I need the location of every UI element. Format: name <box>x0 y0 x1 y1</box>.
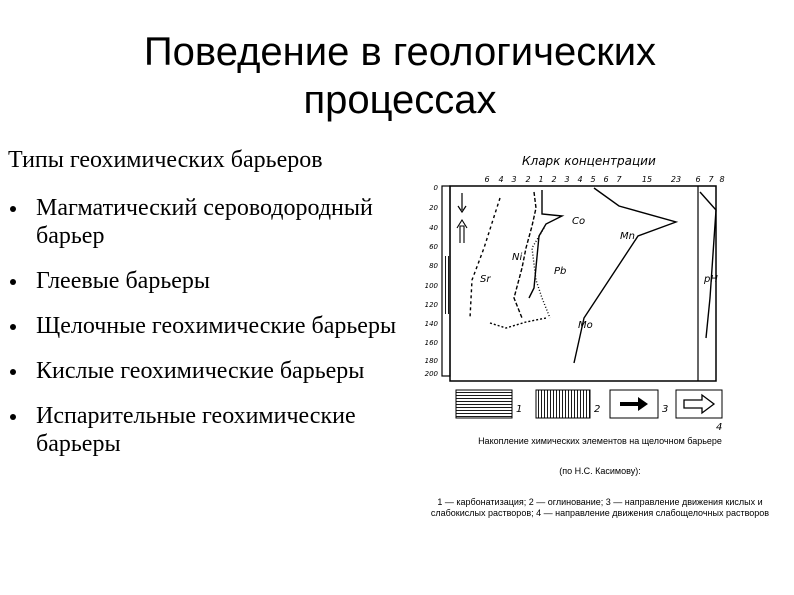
tick-label: 3 <box>564 175 570 184</box>
tick-label: 8 <box>719 175 725 184</box>
barrier-list <box>8 194 413 458</box>
diagram-header: Кларк концентрации <box>522 154 656 168</box>
pb-label: Pb <box>554 266 567 277</box>
legend-number: 1 <box>516 404 523 415</box>
depth-label: 140 <box>424 320 438 328</box>
tick-label: 23 <box>670 175 682 184</box>
ph-curve <box>700 192 716 338</box>
depth-label: 120 <box>424 301 438 309</box>
depth-label: 20 <box>429 204 438 212</box>
legend-number: 4 <box>716 422 723 433</box>
ph-label: pH <box>704 274 718 285</box>
sr-label: Sr <box>480 274 491 285</box>
tick-label: 6 <box>484 175 490 184</box>
down-arrow-icon <box>458 193 466 212</box>
list-item: Магматический сероводородный барьер <box>8 194 413 250</box>
list-item: Глеевые барьеры <box>8 267 413 295</box>
tick-label: 2 <box>551 175 557 184</box>
legend-swatch-carbonatization <box>456 390 512 418</box>
tick-label: 7 <box>616 175 622 184</box>
list-item: Щелочные геохимические барьеры <box>8 312 413 340</box>
legend-number: 2 <box>594 404 601 415</box>
tick-label: 6 <box>603 175 609 184</box>
depth-label: 80 <box>429 262 438 270</box>
figure-source: (по Н.С. Касимову): <box>559 466 641 476</box>
tick-label: 5 <box>590 175 596 184</box>
solid-arrow-icon <box>620 397 648 411</box>
tick-label: 3 <box>511 175 517 184</box>
depth-label: 60 <box>429 243 438 251</box>
tick-label: 4 <box>498 175 504 184</box>
co-label: Co <box>572 216 586 227</box>
pb-curve <box>532 228 550 318</box>
depth-label: 200 <box>424 370 438 378</box>
depth-label: 160 <box>424 339 438 347</box>
slide-title: Поведение в геологических процессах <box>143 30 657 122</box>
mn-curve <box>574 188 676 363</box>
depth-label: 180 <box>424 357 438 365</box>
section-subtitle: Типы геохимических барьеров <box>8 147 323 173</box>
legend-swatch-clay <box>536 390 590 418</box>
figure-caption: Накопление химических элементов на щелочном барьере <box>478 436 722 446</box>
tick-label: 4 <box>577 175 583 184</box>
tick-label: 1 <box>538 175 544 184</box>
depth-label: 0 <box>433 184 438 192</box>
figure-legend-text: 1 — карбонатизация; 2 — оглинование; 3 — направление движения кислых и слабокислых растворов; 4 — направление движения слабощелочных растворов <box>430 497 770 518</box>
mn-label: Mn <box>620 231 635 242</box>
tick-label: 15 <box>641 175 653 184</box>
legend-number: 3 <box>662 404 669 415</box>
ni-label: Ni <box>512 252 523 263</box>
outline-arrow-icon <box>684 395 714 413</box>
barrier-figure <box>414 148 726 438</box>
tick-label: 7 <box>708 175 714 184</box>
mo-label: Mo <box>578 320 593 331</box>
list-item: Испарительные геохимические барьеры <box>8 402 413 458</box>
clay-zone <box>444 256 450 314</box>
sr-curve <box>470 198 500 318</box>
concentration-diagram <box>414 148 726 438</box>
tick-label: 6 <box>695 175 701 184</box>
depth-label: 40 <box>429 224 438 232</box>
tick-label: 2 <box>525 175 531 184</box>
list-item: Кислые геохимические барьеры <box>8 357 413 385</box>
depth-label: 100 <box>424 282 438 290</box>
up-arrow-icon <box>457 220 467 243</box>
mo-curve <box>490 318 546 328</box>
barrier-types-panel <box>8 146 413 475</box>
